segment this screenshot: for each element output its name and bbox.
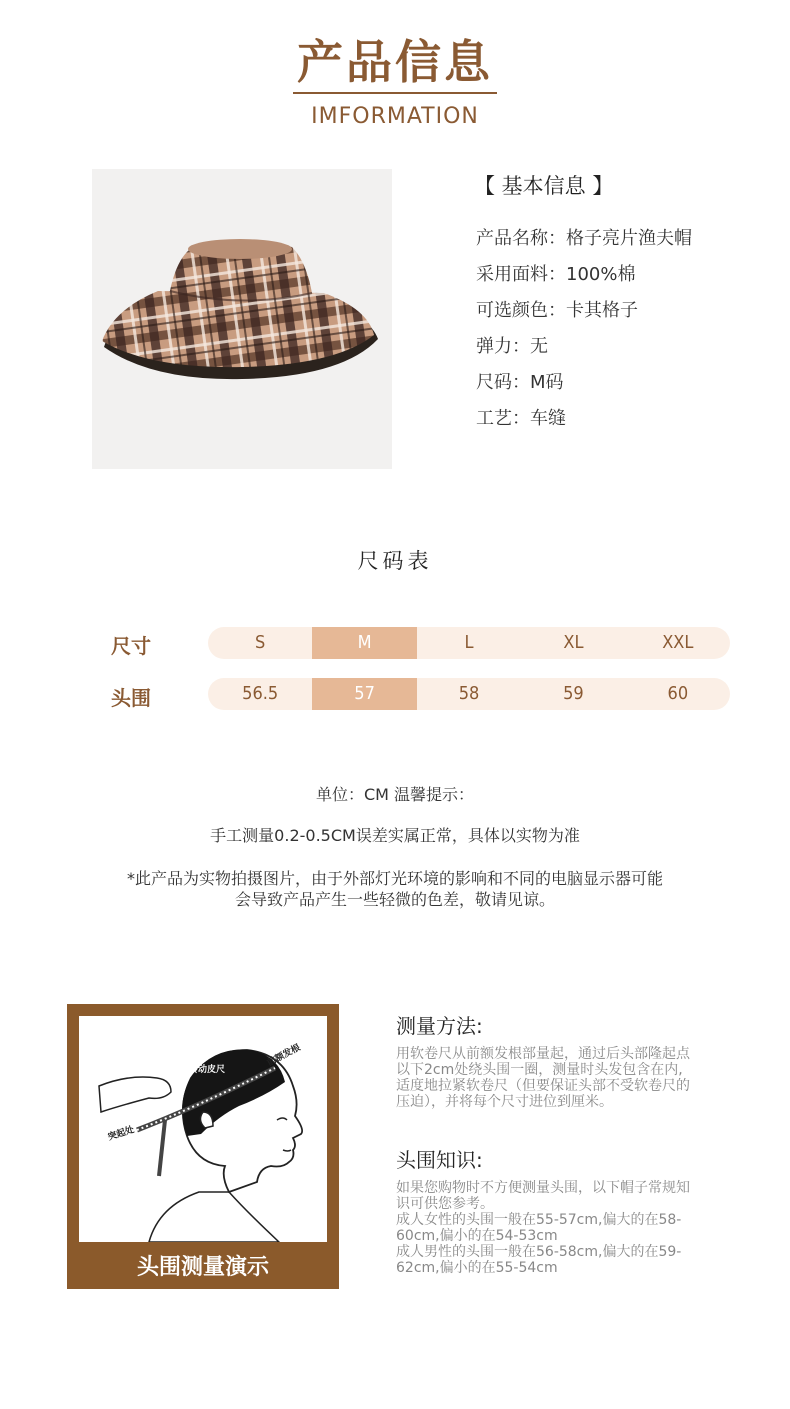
label-turn: 轻松转动皮尺 <box>171 1065 226 1075</box>
knowledge-line: 62cm,偏小的在55-54cm <box>396 1260 558 1276</box>
head-cell: 56.5 <box>242 683 279 704</box>
head-row <box>208 678 730 710</box>
page-subtitle: IMFORMATION <box>311 104 479 129</box>
disclaimer-line-2: 会导致产品产生一些轻微的色差，敬请见谅。 <box>234 890 555 909</box>
bucket-hat-image <box>92 169 392 469</box>
method-line: 以下2cm处绕头围一圈，测量时头发包含在内, <box>396 1062 683 1078</box>
info-row-color: 可选颜色：卡其格子 <box>476 300 638 321</box>
head-measure-illustration <box>79 1016 327 1242</box>
method-line: 用软卷尺从前额发根部量起，通过后头部隆起点 <box>396 1046 690 1062</box>
info-row-name: 产品名称：格子亮片渔夫帽 <box>476 228 692 249</box>
info-row-elasticity: 弹力：无 <box>476 336 548 357</box>
title-divider <box>293 92 497 94</box>
knowledge-line: 成人女性的头围一般在55-57cm,偏大的在58- <box>396 1212 682 1228</box>
size-row <box>208 627 730 659</box>
knowledge-line: 如果您购物时不方便测量头围，以下帽子常规知 <box>396 1180 690 1196</box>
basic-info-title: 【 基本信息 】 <box>474 174 614 198</box>
knowledge-line: 成人男性的头围一般在56-58cm,偏大的在59- <box>396 1244 682 1260</box>
label-forehead: 前额发根 <box>265 1042 303 1069</box>
size-cell: XL <box>563 632 584 653</box>
head-cell: 60 <box>667 683 689 704</box>
size-cell: XXL <box>662 632 694 653</box>
disclaimer-line-1: *此产品为实物拍摄图片，由于外部灯光环境的影响和不同的电脑显示器可能 <box>126 869 663 888</box>
size-table-title: 尺码表 <box>357 549 433 573</box>
product-photo <box>92 169 392 469</box>
knowledge-line: 识可供您参考。 <box>396 1196 494 1212</box>
info-row-size: 尺码：M码 <box>476 372 564 393</box>
page-title: 产品信息 <box>297 35 493 89</box>
info-row-craft: 工艺：车缝 <box>476 408 566 429</box>
label-wrap: 绕着头部 <box>173 1047 210 1057</box>
head-row-label: 头围 <box>111 686 151 710</box>
basic-info-list <box>476 227 692 443</box>
measure-diagram <box>79 1016 327 1242</box>
method-text <box>396 1046 732 1110</box>
knowledge-text <box>396 1180 732 1276</box>
method-line: 压迫），并将每个尺寸进位到厘米。 <box>396 1094 613 1110</box>
size-cell-highlighted: M <box>312 627 416 659</box>
method-title: 测量方法: <box>396 1014 483 1038</box>
unit-note: 单位：CM 温馨提示： <box>315 785 475 804</box>
error-note: 手工测量0.2-0.5CM误差实属正常，具体以实物为准 <box>210 826 580 845</box>
method-line: 适度地拉紧软卷尺（但要保证头部不受软卷尺的 <box>396 1078 690 1094</box>
head-cell-highlighted: 57 <box>312 678 416 710</box>
size-row-label: 尺寸 <box>111 634 151 658</box>
measure-caption: 头围测量演示 <box>136 1255 269 1280</box>
head-cell: 58 <box>458 683 480 704</box>
label-bump: 突起处 <box>106 1124 136 1143</box>
knowledge-line: 60cm,偏小的在54-53cm <box>396 1228 558 1244</box>
measure-demo-card <box>67 1004 339 1289</box>
size-cell: L <box>464 632 474 653</box>
knowledge-title: 头围知识: <box>396 1148 483 1172</box>
info-row-fabric: 采用面料：100%棉 <box>476 264 636 285</box>
size-cell: S <box>255 632 266 653</box>
head-cell: 59 <box>563 683 584 704</box>
